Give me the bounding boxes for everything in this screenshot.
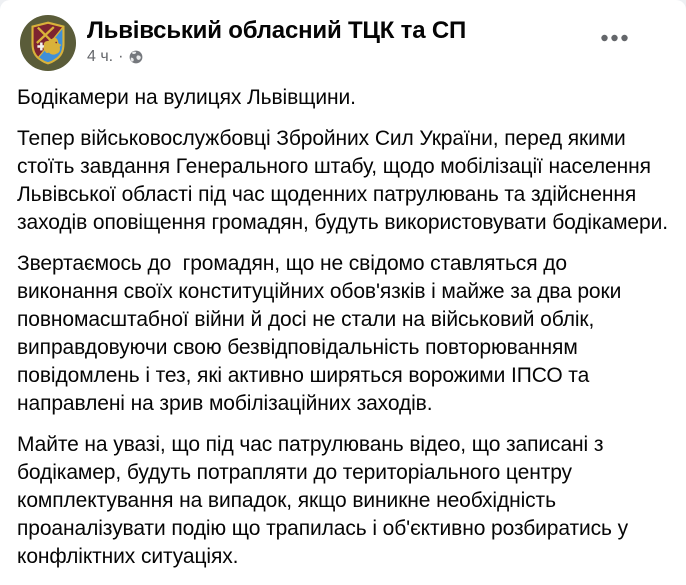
post-paragraph: Звертаємось до громадян, що не свідомо ставляться до виконання своїх конституційних обов'язків і майже за два роки повномасштабної війни й досі не стали на військовий облік, виправдовуючи свою безвідповідальність повторюванням повідомлень і тез, які активно ширяться ворожими ІПСО та направлені на зрив мобілізаційних заходів. <box>17 252 627 415</box>
post-paragraph: Майте на увазі, що під час патрулювань відео, що записані з бодікамер, будуть потрапляти до територіального центру комплектування на випадок, якщо виникне необхідність проаналізувати подію що трапилась і об'єктивно розбиратись у конфліктних ситуаціях. <box>17 433 634 568</box>
post-meta <box>87 47 599 67</box>
globe-privacy-icon <box>128 49 144 65</box>
lviv-tcc-emblem-icon <box>19 14 77 72</box>
post-text <box>0 72 686 585</box>
page-name-link[interactable]: Львівський обласний ТЦК та СП <box>87 17 467 44</box>
post-paragraph: Бодікамери на вулицях Львівщини. <box>17 86 356 109</box>
post-timestamp[interactable]: 4 ч. <box>87 48 114 65</box>
post-header <box>0 0 686 72</box>
meta-separator: · <box>118 48 124 65</box>
post-options-button[interactable] <box>599 28 630 48</box>
post-paragraph: Тепер військовослужбовці Збройних Сил України, перед якими стоїть завдання Генерального штабу, щодо мобілізації населення Львівської області під час щоденних патрулювань та здійснення заходів оповіщення громадян, будуть використовувати бодікамери. <box>17 127 668 234</box>
post-header-text <box>87 14 599 67</box>
ellipsis-icon <box>601 34 628 42</box>
page-avatar[interactable] <box>19 14 77 72</box>
